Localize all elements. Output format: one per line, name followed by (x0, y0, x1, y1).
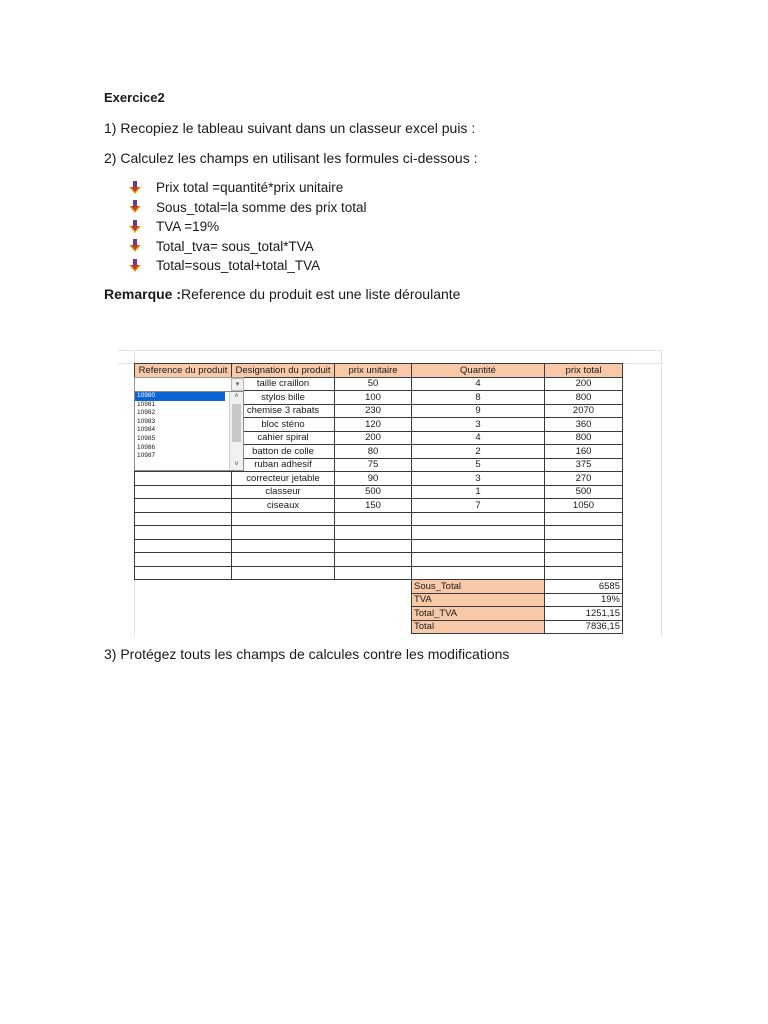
arrow-down-bullet-icon (128, 181, 142, 195)
dropdown-option[interactable]: 10987 (137, 452, 156, 460)
cell-unit-price[interactable]: 80 (335, 445, 412, 459)
cell-designation[interactable]: ruban adhesif (232, 458, 335, 472)
cell-unit-price[interactable] (335, 526, 412, 540)
cell-reference[interactable] (135, 566, 232, 580)
cell-total-price[interactable]: 1050 (545, 499, 623, 513)
cell-designation[interactable]: taille craillon (232, 377, 335, 391)
formula-text: TVA =19% (156, 219, 220, 234)
formula-item (128, 198, 366, 218)
formula-item (128, 237, 366, 257)
cell-total-price[interactable] (545, 539, 623, 553)
table-header-row (135, 364, 623, 378)
cell-total-price[interactable]: 800 (545, 391, 623, 405)
remark (104, 286, 460, 302)
header-reference: Reference du produit (135, 364, 232, 378)
header-designation: Designation du produit (232, 364, 335, 378)
cell-quantity[interactable]: 3 (412, 418, 545, 432)
dropdown-option[interactable]: 10983 (137, 417, 156, 425)
cell-designation[interactable]: ciseaux (232, 499, 335, 513)
totals-value[interactable]: 7836,15 (545, 620, 623, 634)
cell-designation[interactable]: bloc sténo (232, 418, 335, 432)
cell-quantity[interactable]: 4 (412, 377, 545, 391)
dropdown-option[interactable]: 10985 (137, 434, 156, 442)
cell-total-price[interactable]: 160 (545, 445, 623, 459)
header-total-price: prix total (545, 364, 623, 378)
cell-designation[interactable]: stylos bille (232, 391, 335, 405)
table-row (135, 512, 623, 526)
formula-item (128, 217, 366, 237)
instruction-step-3: 3) Protégez touts les champs de calcules contre les modifications (104, 646, 510, 662)
scrollbar-thumb[interactable] (232, 404, 241, 442)
instruction-step-2: 2) Calculez les champs en utilisant les formules ci-dessous : (104, 150, 478, 166)
cell-quantity[interactable]: 7 (412, 499, 545, 513)
cell-total-price[interactable] (545, 526, 623, 540)
cell-unit-price[interactable]: 150 (335, 499, 412, 513)
cell-quantity[interactable] (412, 566, 545, 580)
formula-list (128, 178, 366, 276)
chevron-down-icon[interactable]: ˅ (234, 461, 239, 468)
cell-reference[interactable] (135, 512, 232, 526)
instruction-step-1: 1) Recopiez le tableau suivant dans un classeur excel puis : (104, 120, 476, 136)
cell-quantity[interactable] (412, 539, 545, 553)
cell-unit-price[interactable]: 100 (335, 391, 412, 405)
formula-text: Total=sous_total+total_TVA (156, 258, 321, 273)
cell-quantity[interactable]: 5 (412, 458, 545, 472)
remark-text: Reference du produit est une liste déroulante (181, 286, 461, 302)
cell-unit-price[interactable]: 50 (335, 377, 412, 391)
table-row (135, 566, 623, 580)
dropdown-scrollbar[interactable] (229, 392, 243, 470)
cell-reference[interactable] (135, 485, 232, 499)
totals-table (411, 579, 623, 634)
cell-total-price[interactable]: 200 (545, 377, 623, 391)
cell-unit-price[interactable] (335, 539, 412, 553)
cell-quantity[interactable]: 2 (412, 445, 545, 459)
header-quantity: Quantité (412, 364, 545, 378)
cell-designation[interactable] (232, 526, 335, 540)
cell-unit-price[interactable]: 500 (335, 485, 412, 499)
cell-designation[interactable]: correcteur jetable (232, 472, 335, 486)
cell-quantity[interactable] (412, 526, 545, 540)
cell-total-price[interactable]: 360 (545, 418, 623, 432)
table-row (135, 499, 623, 513)
cell-total-price[interactable]: 500 (545, 485, 623, 499)
cell-quantity[interactable]: 9 (412, 404, 545, 418)
cell-unit-price[interactable]: 90 (335, 472, 412, 486)
cell-unit-price[interactable] (335, 553, 412, 567)
cell-quantity[interactable] (412, 512, 545, 526)
formula-text: Sous_total=la somme des prix total (156, 199, 367, 215)
cell-designation[interactable] (232, 566, 335, 580)
arrow-down-bullet-icon (128, 200, 142, 214)
cell-designation[interactable]: classeur (232, 485, 335, 499)
cell-total-price[interactable]: 375 (545, 458, 623, 472)
cell-reference[interactable] (135, 526, 232, 540)
dropdown-arrow-button[interactable]: ▾ (231, 378, 244, 391)
cell-reference[interactable] (135, 472, 232, 486)
cell-quantity[interactable]: 3 (412, 472, 545, 486)
cell-unit-price[interactable]: 120 (335, 418, 412, 432)
dropdown-option[interactable]: 10984 (137, 426, 156, 434)
reference-dropdown-cell[interactable] (134, 377, 244, 392)
dropdown-option[interactable]: 10981 (137, 400, 156, 408)
cell-designation[interactable]: chemise 3 rabats (232, 404, 335, 418)
totals-row (412, 607, 623, 621)
dropdown-option[interactable]: 10980 (135, 392, 225, 401)
arrow-down-bullet-icon (128, 220, 142, 234)
formula-item (128, 178, 366, 198)
table-row (135, 472, 623, 486)
table-row (135, 526, 623, 540)
dropdown-option[interactable]: 10986 (137, 443, 156, 451)
exercise-title: Exercice2 (104, 90, 165, 105)
cell-unit-price[interactable]: 75 (335, 458, 412, 472)
totals-row (412, 580, 623, 594)
totals-label: TVA (412, 593, 545, 607)
table-row (135, 485, 623, 499)
remark-label: Remarque : (104, 286, 182, 302)
cell-quantity[interactable]: 4 (412, 431, 545, 445)
cell-total-price[interactable]: 2070 (545, 404, 623, 418)
cell-quantity[interactable]: 1 (412, 485, 545, 499)
formula-item (128, 256, 366, 276)
cell-designation[interactable]: batton de colle (232, 445, 335, 459)
totals-row (412, 620, 623, 634)
dropdown-option[interactable]: 10982 (137, 409, 156, 417)
cell-designation[interactable] (232, 539, 335, 553)
table-row (135, 539, 623, 553)
cell-reference[interactable] (135, 539, 232, 553)
table-row (135, 553, 623, 567)
header-unit-price: prix unitaire (335, 364, 412, 378)
cell-total-price[interactable] (545, 566, 623, 580)
cell-total-price[interactable]: 270 (545, 472, 623, 486)
totals-label: Sous_Total (412, 580, 545, 594)
arrow-down-bullet-icon (128, 239, 142, 253)
totals-value[interactable]: 19% (545, 593, 623, 607)
totals-row (412, 593, 623, 607)
chevron-up-icon[interactable]: ˄ (234, 393, 239, 400)
cell-unit-price[interactable] (335, 512, 412, 526)
cell-designation[interactable]: cahier spiral (232, 431, 335, 445)
formula-text: Total_tva= sous_total*TVA (156, 238, 314, 254)
cell-unit-price[interactable] (335, 566, 412, 580)
totals-label: Total_TVA (412, 607, 545, 621)
totals-value[interactable]: 1251,15 (545, 607, 623, 621)
cell-reference[interactable] (135, 553, 232, 567)
reference-dropdown-list[interactable] (134, 391, 244, 471)
cell-quantity[interactable] (412, 553, 545, 567)
cell-designation[interactable] (232, 553, 335, 567)
cell-total-price[interactable] (545, 512, 623, 526)
totals-label: Total (412, 620, 545, 634)
cell-quantity[interactable]: 8 (412, 391, 545, 405)
cell-unit-price[interactable]: 200 (335, 431, 412, 445)
cell-total-price[interactable] (545, 553, 623, 567)
arrow-down-bullet-icon (128, 259, 142, 273)
totals-value[interactable]: 6585 (545, 580, 623, 594)
formula-text: Prix total =quantité*prix unitaire (156, 180, 344, 195)
cell-unit-price[interactable]: 230 (335, 404, 412, 418)
cell-total-price[interactable]: 800 (545, 431, 623, 445)
cell-reference[interactable] (135, 499, 232, 513)
cell-designation[interactable] (232, 512, 335, 526)
